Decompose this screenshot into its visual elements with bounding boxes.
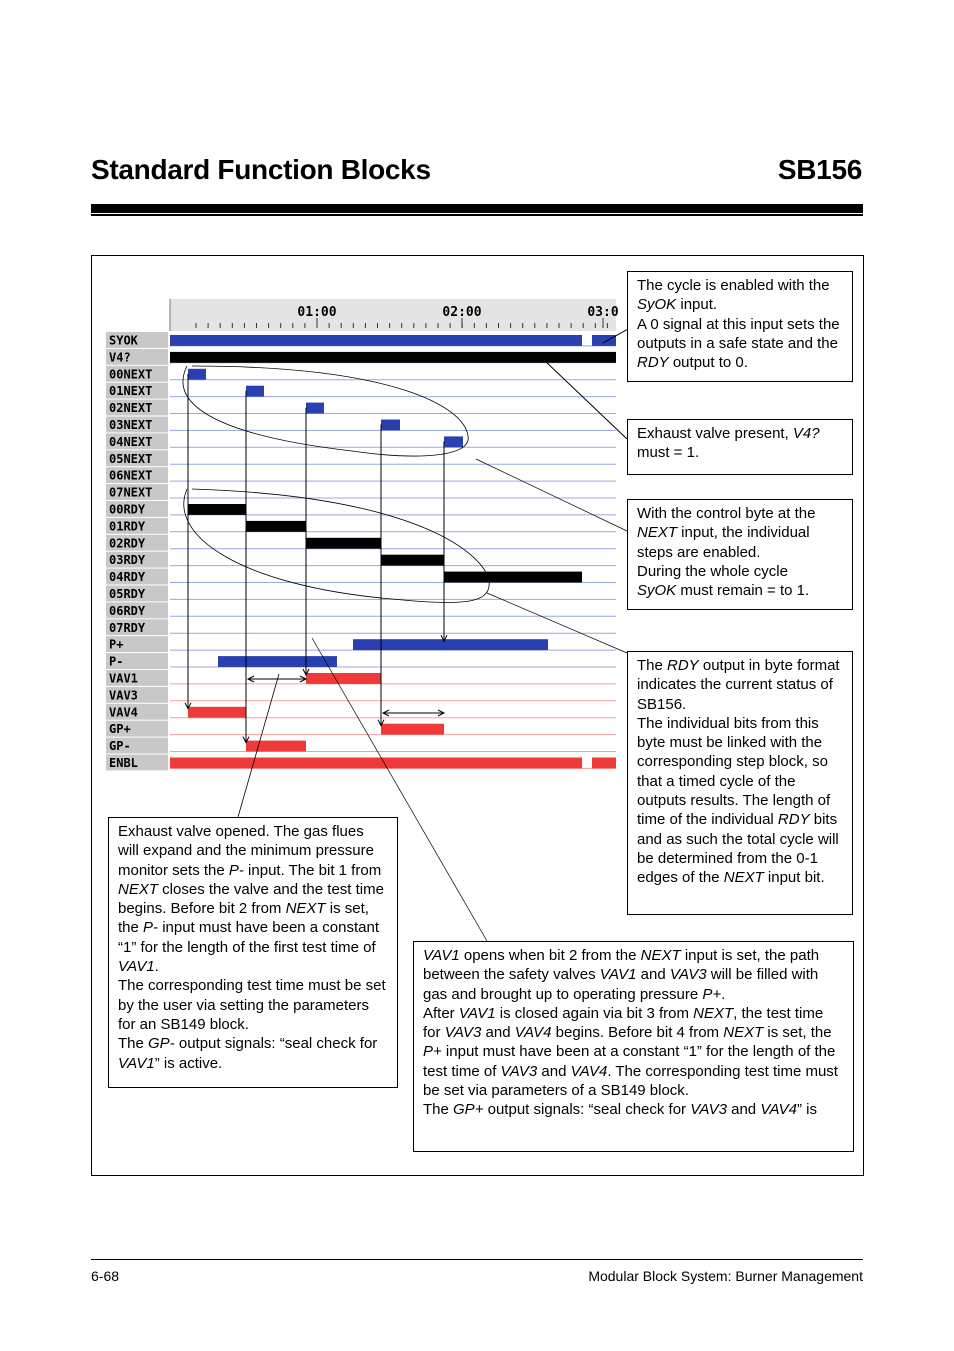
italic-term: VAV3 [669, 966, 707, 984]
signal-label: 06RDY [109, 603, 146, 618]
signal-bar [444, 572, 582, 583]
note-paragraph [637, 523, 843, 562]
note-text: closes the valve and the test time begins. Before bit 2 from [118, 880, 384, 918]
signal-label: 03RDY [109, 553, 146, 568]
italic-term: V4? [792, 425, 820, 442]
signal-bar [188, 369, 206, 380]
note-paragraph [637, 581, 843, 600]
note-text: output signals: “seal check for [174, 1035, 378, 1053]
note-text: is set, the [118, 900, 369, 937]
signal-label: V4? [109, 350, 131, 365]
ruler-label: 01:00 [297, 305, 337, 320]
signal-bar [381, 420, 400, 431]
note-text: input. [676, 296, 718, 314]
italic-term: SyOK [637, 582, 677, 600]
note-text: input. The bit 1 from [243, 861, 382, 879]
note-next [627, 499, 853, 610]
note-text: input is set, the path between the safety valves [423, 947, 820, 984]
note-paragraph [637, 504, 843, 523]
italic-term: GP+ [453, 1101, 484, 1119]
italic-term: NEXT [118, 880, 159, 898]
note-text: is set, the [763, 1024, 832, 1042]
signal-bar [170, 335, 582, 346]
signal-bar [246, 741, 306, 752]
signal-label: 03NEXT [109, 418, 153, 432]
note-text: output signals: “seal check for [483, 1101, 691, 1119]
footer-rule [91, 1259, 863, 1260]
signal-bar [381, 555, 444, 566]
signal-bar [444, 436, 463, 447]
signal-bar [188, 504, 246, 515]
italic-term: VAV1 [118, 1054, 155, 1072]
italic-term: P- [143, 919, 159, 937]
italic-term: VAV3 [500, 1062, 538, 1080]
note-paragraph [637, 424, 843, 443]
signal-label: GP- [109, 739, 131, 754]
note-paragraph [637, 443, 843, 462]
note-text: ” is active. [154, 1054, 223, 1072]
figure-frame [91, 255, 864, 1176]
note-text: With the control byte at the [637, 505, 816, 522]
ruler-label: 02:00 [442, 305, 482, 320]
signal-label: 06NEXT [109, 468, 153, 483]
header-rule-thin [91, 214, 863, 216]
signal-bar [306, 673, 381, 684]
italic-term: SyOK [637, 296, 677, 314]
note-text: The cycle is enabled with the [637, 277, 830, 294]
note-paragraph [637, 562, 843, 581]
header-rule [91, 204, 863, 213]
italic-term: VAV4 [760, 1101, 798, 1119]
note-text: and [726, 1101, 761, 1119]
italic-term: VAV4 [514, 1024, 552, 1042]
ruler-background [170, 299, 619, 331]
signal-label: 05NEXT [109, 451, 153, 466]
note-text: . [154, 958, 159, 976]
italic-term: NEXT [637, 524, 678, 542]
signal-bar [218, 656, 337, 667]
document-name: Modular Block System: Burner Management [588, 1268, 863, 1284]
signal-bar [170, 352, 616, 363]
note-paragraph [423, 946, 844, 1004]
note-text: . [721, 985, 726, 1003]
note-text: must remain = to 1. [676, 582, 810, 600]
note-text: ” is [797, 1101, 818, 1119]
note-text: and [537, 1062, 571, 1080]
italic-term: VAV3 [690, 1101, 727, 1119]
signal-bar [170, 758, 582, 769]
signal-label: P- [109, 654, 124, 669]
signal-bar [353, 639, 548, 650]
signal-label: VAV1 [109, 671, 138, 686]
note-text: The corresponding test time must be set by the user via setting the parameters for an SB149 block. [118, 977, 386, 1033]
note-text: Exhaust valve present, [637, 425, 793, 442]
italic-term: NEXT [723, 869, 764, 887]
note-text: input bit. [763, 869, 825, 887]
signal-label: 04RDY [109, 570, 146, 585]
note-text: The [423, 1101, 454, 1119]
italic-term: VAV1 [118, 958, 155, 976]
note-text: A 0 signal at this input sets the outputs in a safe state and the [637, 315, 840, 352]
signal-label: 07RDY [109, 620, 146, 635]
italic-term: RDY [637, 354, 669, 372]
note-text: begins. Before bit 4 from [551, 1024, 724, 1042]
italic-term: VAV1 [423, 947, 460, 964]
signal-bar [592, 758, 616, 769]
italic-term: P+ [423, 1043, 442, 1061]
note-paragraph [423, 1100, 844, 1119]
signal-label: 00NEXT [109, 367, 153, 382]
signal-label: 02NEXT [109, 401, 153, 416]
signal-label: 02RDY [109, 536, 146, 551]
note-text: and [636, 966, 670, 984]
note-paragraph [637, 315, 843, 373]
note-paragraph [637, 295, 843, 314]
signal-bar [592, 335, 616, 346]
note-text: Exhaust valve opened. The gas flues will expand and the minimum pressure monitor sets the [118, 823, 374, 879]
note-text: input must have been a constant “1” for the length of the first test time of [118, 919, 380, 956]
note-vav1 [413, 941, 854, 1152]
block-code: SB156 [777, 154, 862, 185]
note-paragraph [637, 656, 843, 714]
note-text: During the whole cycle [637, 562, 788, 580]
italic-term: VAV1 [599, 966, 637, 984]
note-paragraph [423, 1004, 844, 1100]
italic-term: NEXT [723, 1024, 764, 1042]
italic-term: VAV3 [444, 1024, 482, 1042]
signal-label: VAV4 [109, 705, 138, 720]
note-paragraph [118, 1034, 388, 1073]
italic-term: RDY [667, 657, 699, 674]
signal-label: ENBL [109, 756, 138, 770]
note-text: is closed again via bit 3 from [495, 1004, 694, 1022]
note-v4 [627, 419, 853, 475]
note-paragraph [118, 822, 388, 976]
note-text: After [423, 1004, 459, 1022]
note-text: The [118, 1035, 149, 1053]
signal-label: 01NEXT [109, 384, 153, 399]
leader-next [476, 459, 627, 531]
note-paragraph [118, 976, 388, 1034]
note-text: The individual bits from this byte must be linked with the corresponding step block, so that a timed cycle of the outputs results. The length of time of the individual [637, 714, 831, 829]
italic-term: RDY [777, 811, 810, 829]
note-rdy [627, 651, 853, 915]
italic-term: VAV1 [458, 1004, 496, 1022]
signal-label: 04NEXT [109, 434, 153, 449]
note-text: opens when bit 2 from the [459, 947, 641, 964]
signal-label: VAV3 [109, 688, 138, 703]
signal-label: P+ [109, 637, 124, 652]
italic-term: P+ [702, 985, 722, 1003]
note-text: . The corresponding test time must be set via parameters of a SB149 block. [423, 1062, 838, 1100]
ruler-label: 03:0 [587, 305, 619, 320]
italic-term: P- [228, 861, 244, 879]
signal-label: 07NEXT [109, 485, 153, 500]
note-paragraph [637, 276, 843, 295]
note-text: output in byte format indicates the current status of SB156. [637, 657, 840, 713]
note-text: will be filled with gas and brought up to operating pressure [423, 966, 819, 1003]
note-text: input, the individual steps are enabled. [637, 524, 810, 561]
signal-label: 01RDY [109, 519, 146, 534]
signal-bar [381, 724, 444, 735]
signal-label: 00RDY [109, 502, 146, 517]
signal-label: 05RDY [109, 587, 146, 601]
note-text: must = 1. [637, 444, 700, 462]
note-paragraph [637, 714, 843, 888]
note-text: input must have been at a constant “1” for the length of the test time of [423, 1043, 836, 1080]
note-text: The [637, 657, 668, 674]
page-number: 6-68 [91, 1268, 120, 1284]
note-syok [627, 271, 853, 382]
note-exhaust [108, 817, 398, 1088]
signal-bar [188, 707, 246, 718]
signal-label: SYOK [109, 333, 138, 348]
page-title: Standard Function Blocks [91, 154, 431, 185]
signal-bar [306, 403, 324, 414]
note-text: and [481, 1024, 515, 1042]
italic-term: NEXT [640, 947, 681, 964]
italic-term: NEXT [693, 1004, 734, 1022]
note-text: output to 0. [668, 354, 748, 372]
signal-bar [246, 386, 264, 397]
italic-term: NEXT [285, 900, 326, 918]
signal-bar [306, 538, 381, 549]
leader-v4 [544, 360, 627, 439]
note-text: , the test time for [423, 1004, 824, 1042]
italic-term: VAV4 [570, 1062, 608, 1080]
note-text: bits and as such the total cycle will be determined from the 0-1 edges of the [637, 811, 839, 887]
italic-term: GP- [148, 1035, 175, 1053]
signal-label: GP+ [109, 722, 131, 737]
signal-bar [246, 521, 306, 532]
